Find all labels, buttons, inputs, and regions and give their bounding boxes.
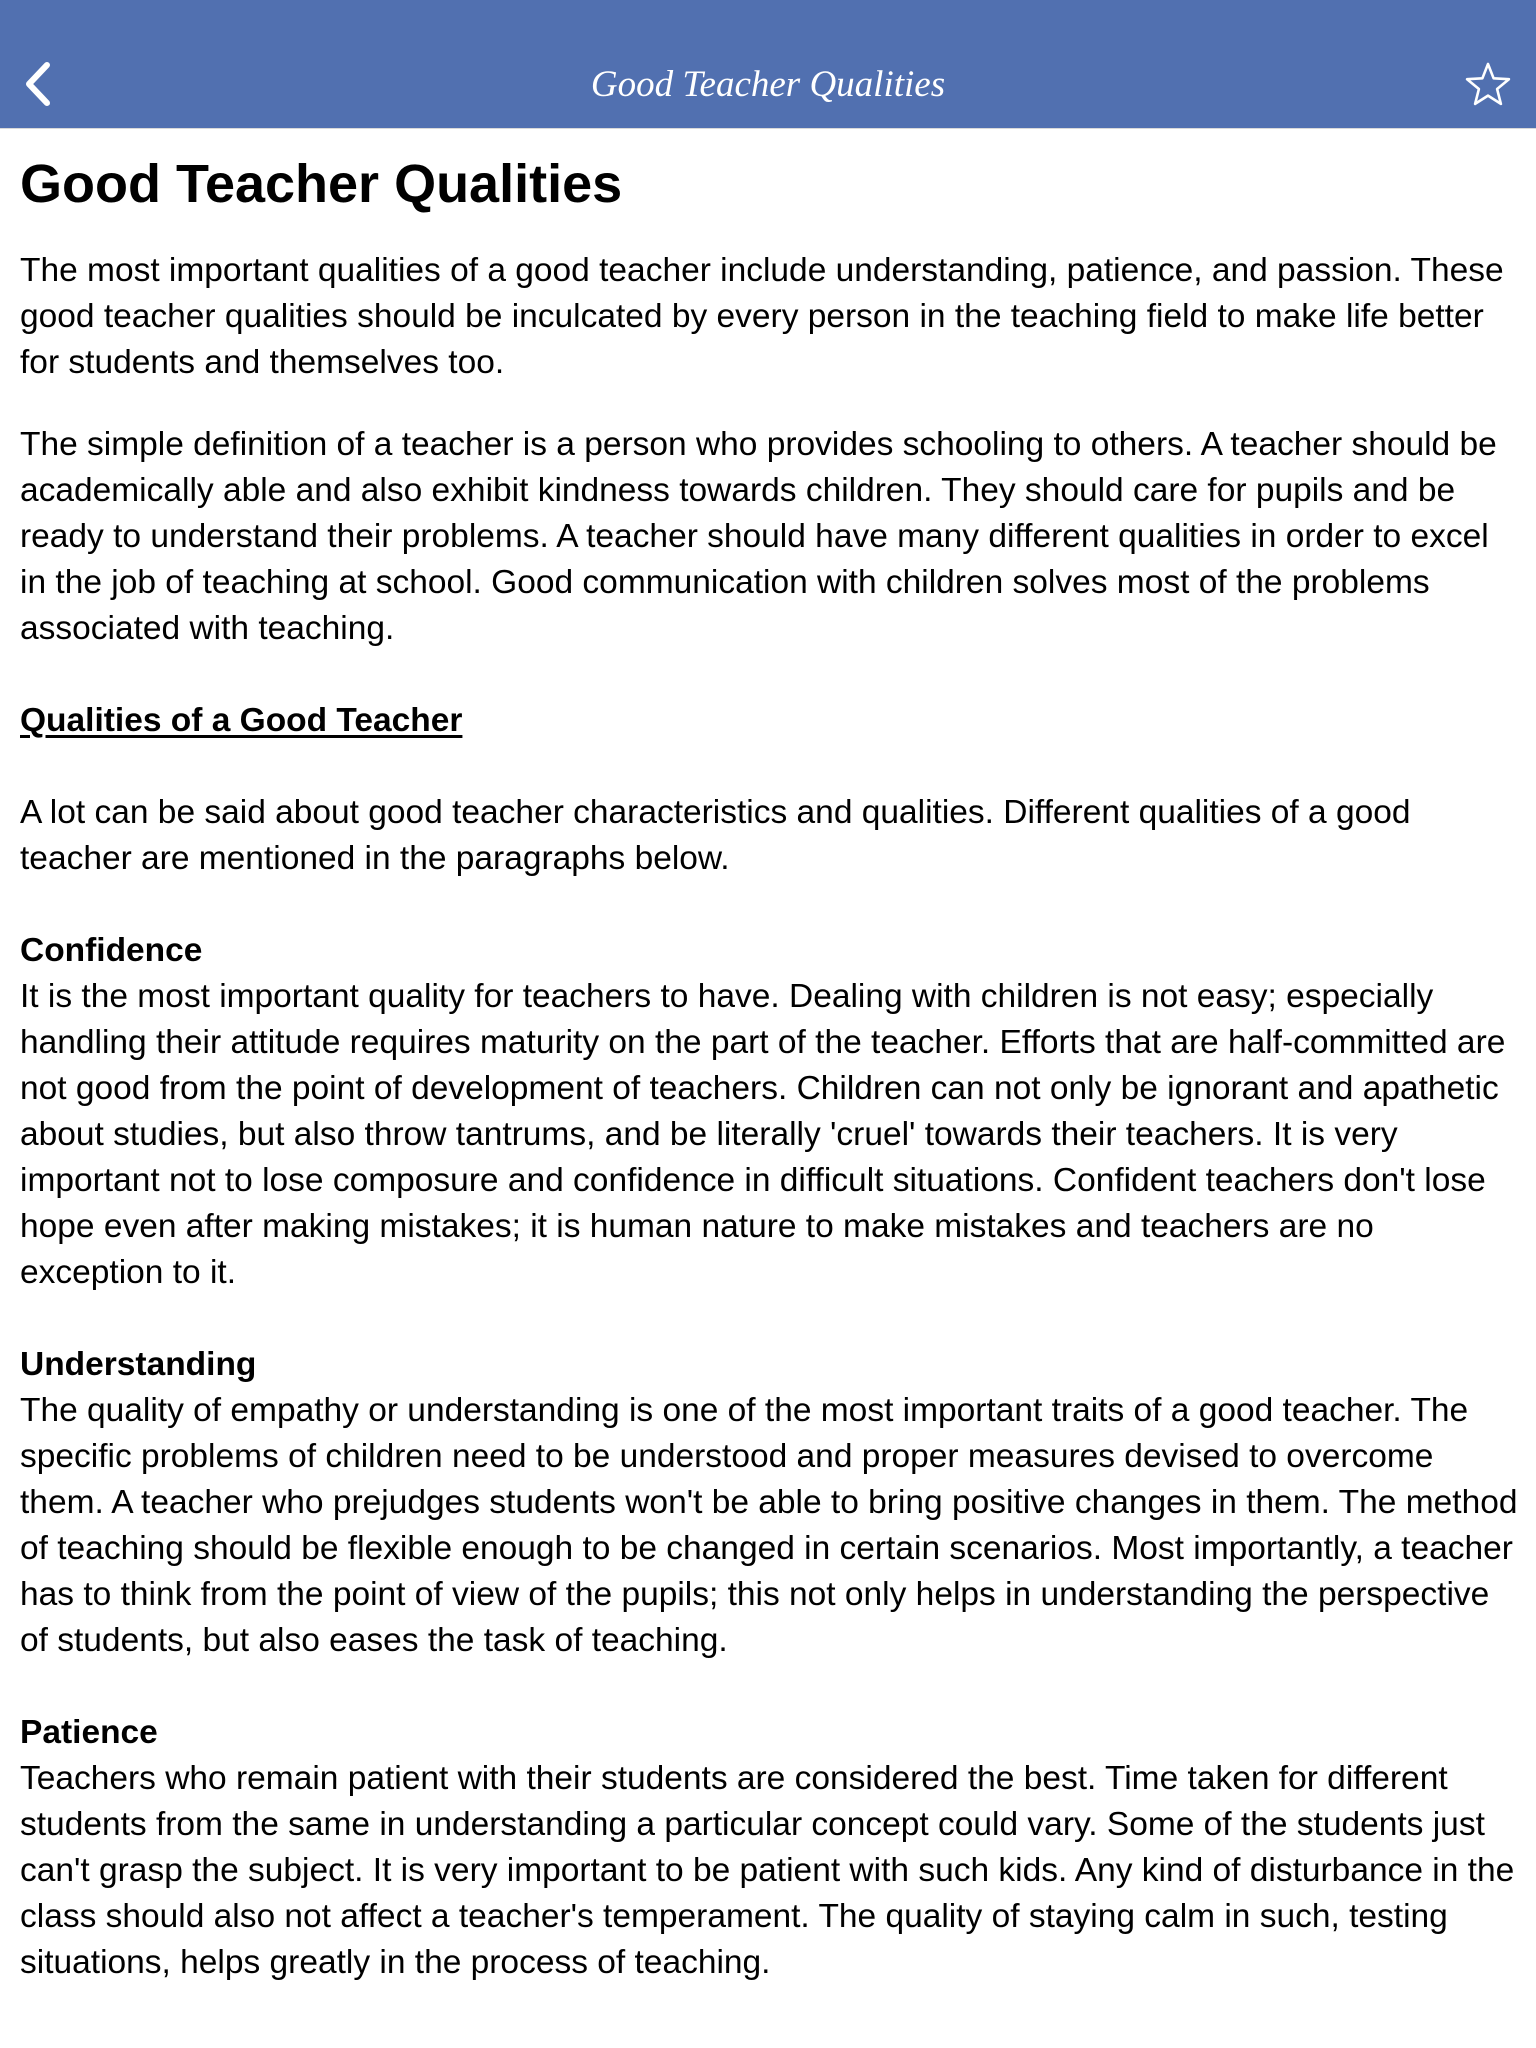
section-heading: Qualities of a Good Teacher xyxy=(20,702,463,739)
section-intro-paragraph: A lot can be said about good teacher characteristics and qualities. Different qualities of a good teacher are mentioned in the paragraphs below. xyxy=(20,794,1411,877)
favorite-button[interactable] xyxy=(1458,54,1518,114)
quality-patience xyxy=(20,1710,1520,1986)
quality-heading: Confidence xyxy=(20,932,203,969)
navigation-bar xyxy=(0,0,1536,128)
quality-confidence xyxy=(20,928,1520,1296)
nav-title: Good Teacher Qualities xyxy=(590,64,946,105)
quality-heading: Patience xyxy=(20,1714,158,1751)
quality-understanding xyxy=(20,1342,1520,1664)
intro-paragraph: The most important qualities of a good teacher include understanding, patience, and passion. These good teacher qualities should be inculcated by every person in the teaching field to make life better for students and themselves too. xyxy=(20,252,1504,381)
quality-text: The quality of empathy or understanding is one of the most important traits of a good teacher. The specific problems of children need to be understood and proper measures devised to overcome them. A teacher who prejudges students won't be able to bring positive changes in them. The method of teaching should be flexible enough to be changed in certain scenarios. Most importantly, a teacher has to think from the point of view of the pupils; this not only helps in understanding the perspective of students, but also eases the task of teaching. xyxy=(20,1392,1518,1659)
article-content xyxy=(20,128,1520,2048)
star-outline-icon xyxy=(1465,61,1511,107)
definition-paragraph: The simple definition of a teacher is a person who provides schooling to others. A teacher should be academically able and also exhibit kindness towards children. They should care for pupils and be ready to understand their problems. A teacher should have many different qualities in order to excel in the job of teaching at school. Good communication with children solves most of the problems associated with teaching. xyxy=(20,426,1497,647)
quality-text: Teachers who remain patient with their students are considered the best. Time taken for different students from the same in understanding a particular concept could vary. Some of the students just can't grasp the subject. It is very important to be patient with such kids. Any kind of disturbance in the class should also not affect a teacher's temperament. The quality of staying calm in such, testing situations, helps greatly in the process of teaching. xyxy=(20,1760,1515,1981)
article-title: Good Teacher Qualities xyxy=(20,154,623,214)
quality-heading: Understanding xyxy=(20,1346,257,1383)
quality-text: It is the most important quality for teachers to have. Dealing with children is not easy; especially handling their attitude requires maturity on the part of the teacher. Efforts that are half-committed are not good from the point of development of teachers. Children can not only be ignorant and apathetic about studies, but also throw tantrums, and be literally 'cruel' towards their teachers. It is very important not to lose composure and confidence in difficult situations. Confident teachers don't lose hope even after making mistakes; it is human nature to make mistakes and teachers are no exception to it. xyxy=(20,978,1506,1291)
